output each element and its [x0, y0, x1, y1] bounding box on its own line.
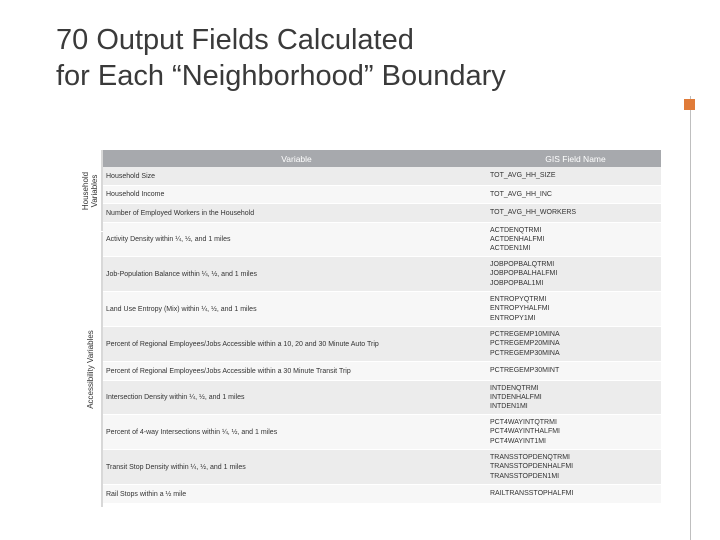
- gis-field-cell: [490, 327, 661, 361]
- table-row: [103, 327, 661, 362]
- gis-field-cell: [490, 167, 661, 185]
- title-line-1: 70 Output Fields Calculated: [56, 24, 414, 56]
- gis-field-cell: [490, 186, 661, 203]
- gis-field-name: TRANSSTOPDENQTRMI: [490, 454, 570, 462]
- variable-cell: Percent of Regional Employees/Jobs Accessible within a 30 Minute Transit Trip: [106, 367, 351, 375]
- gis-field-name: ACTDENHALFMI: [490, 235, 545, 243]
- gis-field-name: INTDENHALFMI: [490, 393, 542, 401]
- gis-field-name: TOT_AVG_HH_SIZE: [490, 172, 556, 180]
- table-row: [103, 186, 661, 204]
- variable-cell: Rail Stops within a ½ mile: [106, 490, 187, 498]
- table-row: [103, 204, 661, 223]
- variables-table: [103, 150, 661, 504]
- group-label-household-text: Household Variables: [81, 171, 99, 210]
- variable-cell: Number of Employed Workers in the Household: [106, 209, 255, 217]
- header-gis-field-name: GIS Field Name: [545, 153, 606, 164]
- gis-field-name: ENTROPYQTRMI: [490, 296, 547, 304]
- table-row: [103, 362, 661, 381]
- variable-cell: Intersection Density within ¼, ½, and 1 miles: [106, 394, 245, 401]
- header-variable: Variable: [281, 153, 312, 164]
- gis-field-cell: [490, 223, 661, 256]
- decorative-vertical-line: [690, 96, 691, 540]
- gis-field-name: PCT4WAYINT1MI: [490, 437, 547, 445]
- gis-field-name: TRANSSTOPDEN1MI: [490, 472, 560, 480]
- gis-field-cell: [490, 204, 661, 222]
- table-row: [103, 257, 661, 292]
- table-row: [103, 167, 661, 186]
- gis-field-name: ACTDEN1MI: [490, 245, 531, 253]
- title-line-2: for Each “Neighborhood” Boundary: [56, 60, 506, 92]
- group-label-accessibility-text: Accessibility Variables: [85, 329, 95, 409]
- gis-field-name: PCT4WAYINTQTRMI: [490, 419, 557, 427]
- gis-field-cell: [490, 292, 661, 326]
- variable-cell: Household Size: [106, 172, 156, 180]
- gis-field-name: JOBPOPBALQTRMI: [490, 261, 555, 269]
- gis-field-name: JOBPOPBALHALFMI: [490, 270, 558, 278]
- gis-field-cell: [490, 485, 661, 503]
- variable-cell: Activity Density within ¼, ½, and 1 miles: [106, 236, 231, 243]
- gis-field-cell: [490, 257, 661, 291]
- gis-field-name: ENTROPY1MI: [490, 314, 536, 322]
- gis-field-name: ACTDENQTRMI: [490, 226, 542, 234]
- gis-field-name: PCTREGEMP30MINT: [490, 367, 560, 375]
- gis-field-name: PCTREGEMP20MINA: [490, 340, 560, 348]
- gis-field-name: INTDEN1MI: [490, 403, 528, 411]
- slide-title: [56, 22, 616, 94]
- gis-field-name: PCTREGEMP30MINA: [490, 349, 560, 357]
- variable-cell: Household Income: [106, 191, 165, 198]
- gis-field-name: PCT4WAYINTHALFMI: [490, 428, 561, 436]
- gis-field-name: PCTREGEMP10MINA: [490, 331, 560, 339]
- group-label-accessibility: [78, 231, 102, 507]
- variable-cell: Job-Population Balance within ¼, ½, and 1 miles: [106, 270, 257, 278]
- table-row: [103, 292, 661, 327]
- gis-field-name: INTDENQTRMI: [490, 384, 539, 392]
- gis-field-cell: [490, 362, 661, 380]
- gis-field-name: RAILTRANSSTOPHALFMI: [490, 490, 574, 498]
- variable-cell: Percent of 4-way Intersections within ¼, ½, and 1 miles: [106, 428, 278, 436]
- table-header: [103, 150, 661, 167]
- table-row: [103, 485, 661, 504]
- table-row: [103, 223, 661, 257]
- table-row: [103, 450, 661, 485]
- table-body: [103, 167, 661, 504]
- gis-field-cell: [490, 415, 661, 449]
- variable-cell: Land Use Entropy (Mix) within ¼, ½, and 1 miles: [106, 305, 257, 313]
- gis-field-name: TOT_AVG_HH_WORKERS: [490, 209, 577, 217]
- group-label-household: [78, 150, 102, 231]
- table-row: [103, 415, 661, 450]
- gis-field-cell: [490, 450, 661, 484]
- gis-field-name: TRANSSTOPDENHALFMI: [490, 463, 574, 471]
- decorative-orange-square: [684, 99, 695, 110]
- variable-cell: Transit Stop Density within ¼, ½, and 1 miles: [106, 463, 246, 471]
- gis-field-name: ENTROPYHALFMI: [490, 305, 550, 313]
- variable-cell: Percent of Regional Employees/Jobs Accessible within a 10, 20 and 30 Minute Auto Trip: [106, 340, 379, 348]
- gis-field-cell: [490, 381, 661, 414]
- gis-field-name: TOT_AVG_HH_INC: [490, 190, 552, 198]
- table-row: [103, 381, 661, 415]
- gis-field-name: JOBPOPBAL1MI: [490, 279, 544, 287]
